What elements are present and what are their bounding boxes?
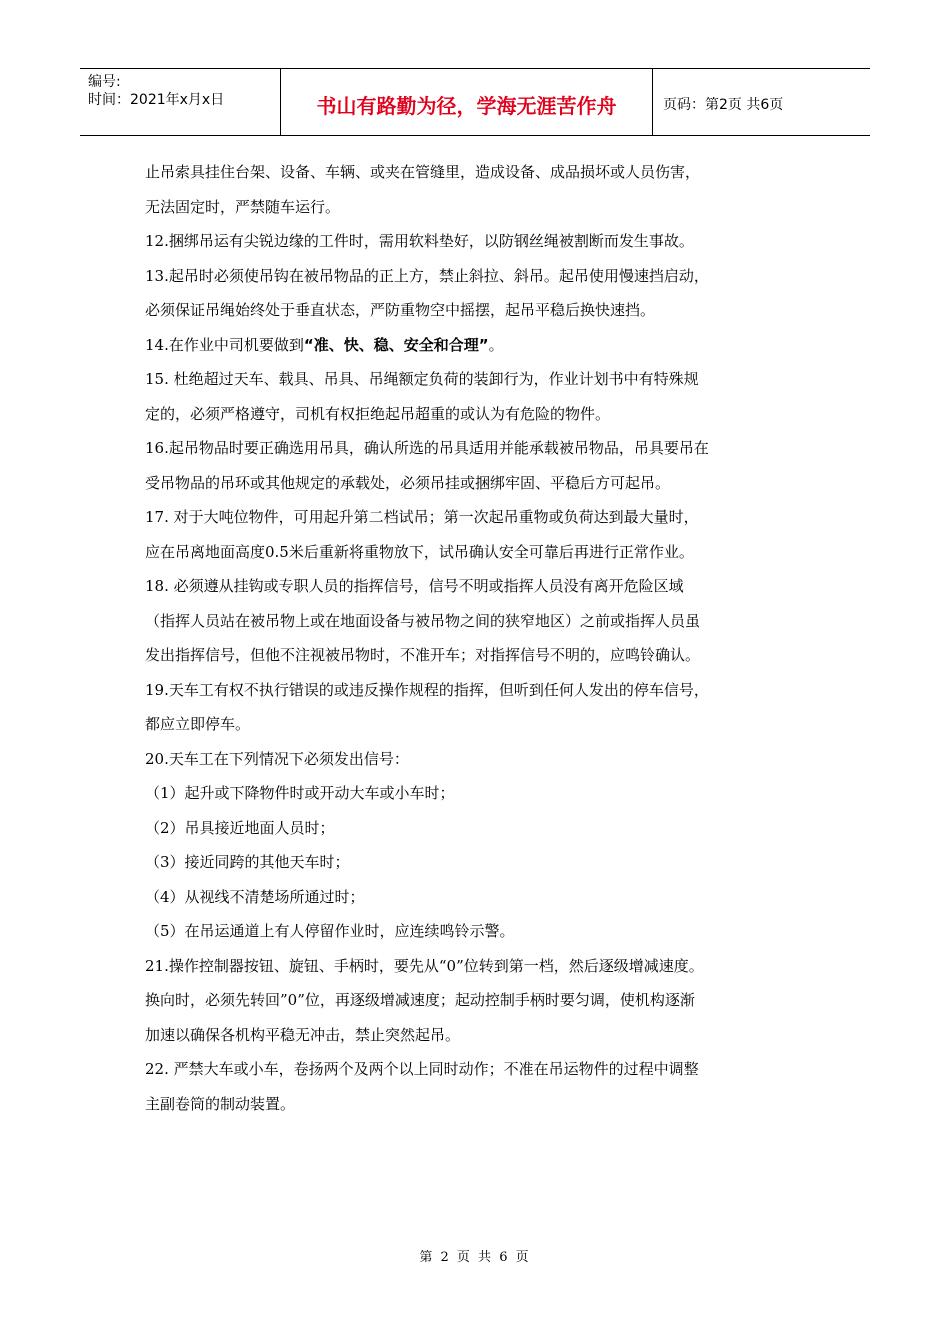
body-line: 都应立即停车。 [145,715,251,733]
body-line: （5）在吊运通道上有人停留作业时，应连续鸣铃示警。 [145,922,515,940]
code-label: 编号: [88,74,121,90]
body-line: 16.起吊物品时要正确选用吊具，确认所选的吊具适用并能承载被吊物品，吊具要吊在 [145,439,709,457]
body-line: 17. 对于大吨位物件，可用起升第二档试吊；第一次起吊重物或负荷达到最大量时， [145,508,699,526]
body-line: 止吊索具挂住台架、设备、车辆、或夹在管缝里，造成设备、成品损坏或人员伤害， [145,163,701,181]
document-header [80,68,870,136]
header-meta [80,69,281,135]
body-line: 无法固定时，严禁随车运行。 [145,197,341,216]
body-line: 必须保证吊绳始终处于垂直状态，严防重物空中摇摆，起吊平稳后换快速挡。 [145,301,656,319]
body-line: 22. 严禁大车或小车，卷扬两个及两个以上同时动作；不准在吊运物件的过程中调整 [145,1060,699,1078]
body-line: 15. 杜绝超过天车、载具、吊具、吊绳额定负荷的装卸行为，作业计划书中有特殊规 [145,370,699,388]
document-body [145,155,825,1121]
body-line: 20.天车工在下列情况下必须发出信号： [145,749,409,768]
body-line-14 [145,328,825,363]
body-line: （指挥人员站在被吊物上或在地面设备与被吊物之间的狭窄地区）之前或指挥人员虽 [145,611,701,630]
body-line: 主副卷筒的制动装置。 [145,1094,296,1113]
body-line: 18. 必须遵从挂钩或专职人员的指挥信号，信号不明或指挥人员没有离开危险区域 [145,577,684,595]
body-line: 受吊物品的吊环或其他规定的承载处，必须吊挂或捆绑牢固、平稳后方可起吊。 [145,473,671,492]
line14-emphasis: “准、快、稳、安全和合理” [303,335,489,354]
body-line: 换向时，必须先转回”0”位，再逐级增减速度；起动控制手柄时要匀调，使机构逐渐 [145,991,695,1009]
body-line: 加速以确保各机构平稳无冲击，禁止突然起吊。 [145,1025,461,1044]
header-motto: 书山有路勤为径，学海无涯苦作舟 [281,69,653,135]
body-line: 定的，必须严格遵守，司机有权拒绝起吊超重的或认为有危险的物件。 [145,404,611,423]
body-line: 12.捆绑吊运有尖锐边缘的工件时，需用软料垫好，以防钢丝绳被割断而发生事故。 [145,232,694,250]
date-label: 时间：2021年x月x日 [88,92,225,108]
line14-prefix: 14.在作业中司机要做到 [145,335,304,354]
body-line: （4）从视线不清楚场所通过时； [145,887,365,906]
header-page-info: 页码：第2页 共6页 [663,97,784,113]
page-footer: 第 2 页 共 6 页 [419,1250,531,1265]
line14-suffix: 。 [488,335,504,354]
body-line: （3）接近同跨的其他天车时； [145,853,350,871]
body-line: 21.操作控制器按钮、旋钮、手柄时，要先从“0”位转到第一档，然后逐级增减速度。 [145,956,704,975]
body-line: 应在吊离地面高度0.5米后重新将重物放下，试吊确认安全可靠后再进行正常作业。 [145,542,694,561]
body-line: 发出指挥信号，但他不注视被吊物时，不准开车；对指挥信号不明的，应鸣铃确认。 [145,646,701,664]
body-line: 19.天车工有权不执行错误的或违反操作规程的指挥，但听到任何人发出的停车信号， [145,680,709,699]
body-line: （1）起升或下降物件时或开动大车或小车时； [145,784,455,802]
body-line: 13.起吊时必须使吊钩在被吊物品的正上方，禁止斜拉、斜吊。起吊使用慢速挡启动， [145,266,709,285]
body-line: （2）吊具接近地面人员时； [145,818,335,837]
